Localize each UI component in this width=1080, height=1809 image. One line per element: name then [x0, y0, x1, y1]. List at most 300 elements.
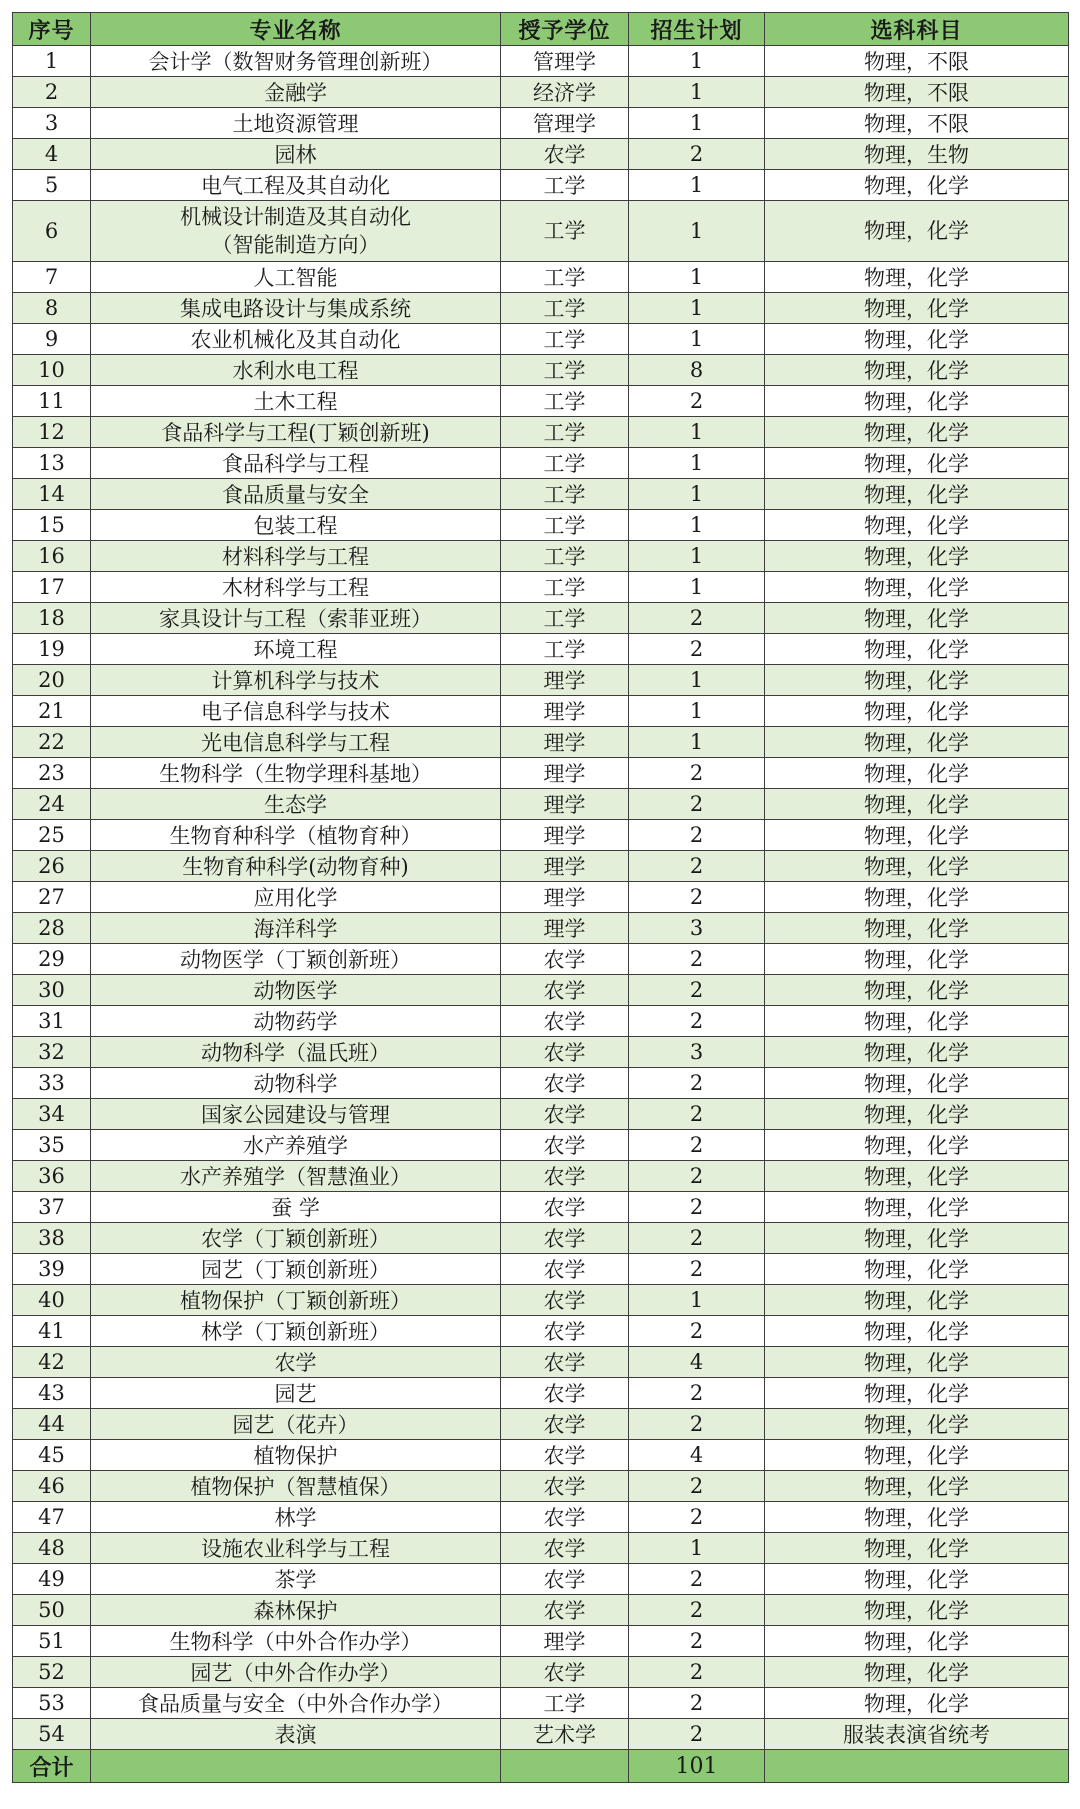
table-row [13, 789, 1069, 820]
table-row [13, 1161, 1069, 1192]
row-plan: 1 [629, 665, 765, 696]
row-major-name: 园艺（中外合作办学） [91, 1657, 501, 1688]
row-plan: 2 [629, 634, 765, 665]
table-row [13, 1285, 1069, 1316]
table-row [13, 820, 1069, 851]
total-value: 101 [629, 1750, 765, 1783]
row-seq: 3 [13, 108, 91, 139]
row-subjects: 物理，不限 [765, 77, 1069, 108]
row-major-name: 生物科学（中外合作办学） [91, 1626, 501, 1657]
row-plan: 2 [629, 1068, 765, 1099]
row-seq: 7 [13, 262, 91, 293]
row-subjects: 物理，化学 [765, 1006, 1069, 1037]
row-seq: 54 [13, 1719, 91, 1750]
row-seq: 1 [13, 46, 91, 77]
row-degree: 工学 [501, 603, 629, 634]
table-row [13, 355, 1069, 386]
row-plan: 2 [629, 1006, 765, 1037]
row-major-name: 木材科学与工程 [91, 572, 501, 603]
row-plan: 2 [629, 1161, 765, 1192]
row-degree: 经济学 [501, 77, 629, 108]
row-degree: 理学 [501, 789, 629, 820]
header-seq: 序号 [13, 13, 91, 46]
table-row [13, 603, 1069, 634]
row-degree: 农学 [501, 1533, 629, 1564]
table-row [13, 851, 1069, 882]
row-seq: 9 [13, 324, 91, 355]
table-row [13, 1657, 1069, 1688]
table-row [13, 944, 1069, 975]
row-plan: 2 [629, 1657, 765, 1688]
row-major-name: 林学 [91, 1502, 501, 1533]
row-degree: 农学 [501, 1471, 629, 1502]
row-degree: 工学 [501, 201, 629, 262]
row-seq: 44 [13, 1409, 91, 1440]
table-row [13, 1099, 1069, 1130]
row-seq: 19 [13, 634, 91, 665]
header-subjects: 选科科目 [765, 13, 1069, 46]
row-subjects: 物理，化学 [765, 572, 1069, 603]
table-row [13, 386, 1069, 417]
row-plan: 1 [629, 572, 765, 603]
table-row [13, 634, 1069, 665]
row-seq: 10 [13, 355, 91, 386]
row-subjects: 物理，化学 [765, 293, 1069, 324]
row-plan: 2 [629, 1192, 765, 1223]
row-degree: 农学 [501, 1409, 629, 1440]
row-subjects: 物理，化学 [765, 634, 1069, 665]
row-plan: 1 [629, 417, 765, 448]
row-major-name: 动物科学（温氏班） [91, 1037, 501, 1068]
row-seq: 36 [13, 1161, 91, 1192]
row-degree: 农学 [501, 1130, 629, 1161]
row-subjects: 物理，化学 [765, 1378, 1069, 1409]
row-subjects: 物理，化学 [765, 448, 1069, 479]
table-row [13, 1626, 1069, 1657]
row-subjects: 物理，化学 [765, 1161, 1069, 1192]
row-plan: 1 [629, 46, 765, 77]
row-major-name: 园艺 [91, 1378, 501, 1409]
row-seq: 42 [13, 1347, 91, 1378]
row-plan: 2 [629, 1502, 765, 1533]
row-plan: 2 [629, 1595, 765, 1626]
row-degree: 农学 [501, 1099, 629, 1130]
row-seq: 18 [13, 603, 91, 634]
row-plan: 2 [629, 1378, 765, 1409]
row-seq: 2 [13, 77, 91, 108]
row-major-name: 生物育种科学(动物育种) [91, 851, 501, 882]
row-seq: 33 [13, 1068, 91, 1099]
table-row [13, 1130, 1069, 1161]
row-degree: 农学 [501, 1378, 629, 1409]
row-major-name: 生物科学（生物学理科基地） [91, 758, 501, 789]
row-subjects: 物理，化学 [765, 944, 1069, 975]
row-degree: 农学 [501, 1223, 629, 1254]
table-row [13, 1688, 1069, 1719]
row-major-name: 园林 [91, 139, 501, 170]
row-seq: 23 [13, 758, 91, 789]
row-plan: 2 [629, 944, 765, 975]
row-major-name: 生物育种科学（植物育种） [91, 820, 501, 851]
table-row [13, 696, 1069, 727]
table-row [13, 139, 1069, 170]
row-degree: 理学 [501, 758, 629, 789]
row-degree: 工学 [501, 479, 629, 510]
row-degree: 农学 [501, 1316, 629, 1347]
row-major-name-line1: 机械设计制造及其自动化 [180, 205, 411, 229]
row-plan: 8 [629, 355, 765, 386]
row-seq: 31 [13, 1006, 91, 1037]
row-seq: 40 [13, 1285, 91, 1316]
row-degree: 工学 [501, 634, 629, 665]
row-major-name: 计算机科学与技术 [91, 665, 501, 696]
row-plan: 1 [629, 696, 765, 727]
row-plan: 1 [629, 541, 765, 572]
row-plan: 2 [629, 1688, 765, 1719]
table-row [13, 758, 1069, 789]
row-major-name: 海洋科学 [91, 913, 501, 944]
row-major-name: 环境工程 [91, 634, 501, 665]
row-major-name: 家具设计与工程（索菲亚班） [91, 603, 501, 634]
row-degree: 农学 [501, 975, 629, 1006]
table-row [13, 293, 1069, 324]
row-subjects: 物理，化学 [765, 386, 1069, 417]
table-row [13, 541, 1069, 572]
table-header [13, 13, 1069, 46]
header-major-name: 专业名称 [91, 13, 501, 46]
row-major-name: 农业机械化及其自动化 [91, 324, 501, 355]
row-plan: 2 [629, 851, 765, 882]
table-row [13, 324, 1069, 355]
row-plan: 1 [629, 727, 765, 758]
row-major-name: 材料科学与工程 [91, 541, 501, 572]
row-seq: 53 [13, 1688, 91, 1719]
row-major-name [91, 201, 501, 262]
row-degree: 工学 [501, 355, 629, 386]
total-empty-name [91, 1750, 501, 1783]
row-major-name: 植物保护（智慧植保） [91, 1471, 501, 1502]
row-subjects: 物理，化学 [765, 1316, 1069, 1347]
row-plan: 4 [629, 1440, 765, 1471]
row-seq: 8 [13, 293, 91, 324]
row-major-name: 包装工程 [91, 510, 501, 541]
row-subjects: 物理，化学 [765, 262, 1069, 293]
table-row [13, 1254, 1069, 1285]
header-plan: 招生计划 [629, 13, 765, 46]
row-subjects: 物理，化学 [765, 727, 1069, 758]
table-row [13, 1192, 1069, 1223]
row-major-name: 电气工程及其自动化 [91, 170, 501, 201]
row-major-name: 农学 [91, 1347, 501, 1378]
row-plan: 2 [629, 789, 765, 820]
row-major-name: 国家公园建设与管理 [91, 1099, 501, 1130]
row-degree: 理学 [501, 665, 629, 696]
row-seq: 21 [13, 696, 91, 727]
row-plan: 1 [629, 77, 765, 108]
row-degree: 工学 [501, 510, 629, 541]
row-plan: 2 [629, 1223, 765, 1254]
row-seq: 24 [13, 789, 91, 820]
table-row [13, 1440, 1069, 1471]
row-seq: 51 [13, 1626, 91, 1657]
row-major-name: 电子信息科学与技术 [91, 696, 501, 727]
row-plan: 1 [629, 108, 765, 139]
row-subjects: 物理，不限 [765, 46, 1069, 77]
row-plan: 3 [629, 1037, 765, 1068]
row-seq: 22 [13, 727, 91, 758]
row-seq: 34 [13, 1099, 91, 1130]
row-seq: 27 [13, 882, 91, 913]
row-major-name: 茶学 [91, 1564, 501, 1595]
row-seq: 4 [13, 139, 91, 170]
row-degree: 农学 [501, 1440, 629, 1471]
table-row [13, 417, 1069, 448]
table-row [13, 1378, 1069, 1409]
row-subjects: 物理，化学 [765, 541, 1069, 572]
row-seq: 32 [13, 1037, 91, 1068]
row-plan: 1 [629, 448, 765, 479]
table-row [13, 1564, 1069, 1595]
row-subjects: 服装表演省统考 [765, 1719, 1069, 1750]
row-seq: 35 [13, 1130, 91, 1161]
row-plan: 1 [629, 293, 765, 324]
row-subjects: 物理，化学 [765, 1223, 1069, 1254]
row-subjects: 物理，化学 [765, 1409, 1069, 1440]
row-subjects: 物理，化学 [765, 820, 1069, 851]
row-plan: 2 [629, 1409, 765, 1440]
row-plan: 2 [629, 386, 765, 417]
row-subjects: 物理，化学 [765, 1192, 1069, 1223]
table-row [13, 77, 1069, 108]
row-plan: 1 [629, 510, 765, 541]
row-seq: 41 [13, 1316, 91, 1347]
row-seq: 43 [13, 1378, 91, 1409]
table-row [13, 448, 1069, 479]
row-plan: 2 [629, 1626, 765, 1657]
row-plan: 1 [629, 262, 765, 293]
row-subjects: 物理，化学 [765, 1254, 1069, 1285]
row-degree: 工学 [501, 262, 629, 293]
row-subjects: 物理，化学 [765, 913, 1069, 944]
row-plan: 1 [629, 201, 765, 262]
row-degree: 农学 [501, 1564, 629, 1595]
table-row [13, 201, 1069, 262]
table-row [13, 913, 1069, 944]
table-row [13, 1595, 1069, 1626]
row-major-name: 人工智能 [91, 262, 501, 293]
row-subjects: 物理，化学 [765, 1471, 1069, 1502]
row-subjects: 物理，化学 [765, 1285, 1069, 1316]
row-subjects: 物理，化学 [765, 324, 1069, 355]
row-plan: 2 [629, 1471, 765, 1502]
row-seq: 39 [13, 1254, 91, 1285]
row-major-name: 会计学（数智财务管理创新班） [91, 46, 501, 77]
row-degree: 农学 [501, 1285, 629, 1316]
table-row [13, 1037, 1069, 1068]
row-degree: 艺术学 [501, 1719, 629, 1750]
row-seq: 48 [13, 1533, 91, 1564]
total-row [13, 1750, 1069, 1783]
row-plan: 2 [629, 975, 765, 1006]
table-row [13, 572, 1069, 603]
row-seq: 20 [13, 665, 91, 696]
row-subjects: 物理，化学 [765, 1440, 1069, 1471]
row-major-name: 食品质量与安全（中外合作办学） [91, 1688, 501, 1719]
table-row [13, 1471, 1069, 1502]
table-body [13, 46, 1069, 1750]
row-degree: 理学 [501, 913, 629, 944]
row-degree: 工学 [501, 572, 629, 603]
row-major-name: 园艺（丁颖创新班） [91, 1254, 501, 1285]
row-major-name: 植物保护 [91, 1440, 501, 1471]
enrollment-table [12, 12, 1069, 1783]
row-plan: 2 [629, 139, 765, 170]
row-subjects: 物理，不限 [765, 108, 1069, 139]
row-plan: 3 [629, 913, 765, 944]
row-subjects: 物理，化学 [765, 1130, 1069, 1161]
row-major-name: 森林保护 [91, 1595, 501, 1626]
row-subjects: 物理，化学 [765, 882, 1069, 913]
table-row [13, 46, 1069, 77]
row-major-name-line2: （智能制造方向） [211, 233, 380, 257]
table-row [13, 170, 1069, 201]
row-degree: 理学 [501, 1626, 629, 1657]
row-seq: 14 [13, 479, 91, 510]
row-seq: 12 [13, 417, 91, 448]
row-subjects: 物理，化学 [765, 510, 1069, 541]
header-row [13, 13, 1069, 46]
row-degree: 理学 [501, 882, 629, 913]
row-degree: 管理学 [501, 46, 629, 77]
row-subjects: 物理，化学 [765, 975, 1069, 1006]
row-subjects: 物理，生物 [765, 139, 1069, 170]
row-seq: 29 [13, 944, 91, 975]
table-row [13, 1502, 1069, 1533]
row-plan: 1 [629, 1285, 765, 1316]
row-degree: 农学 [501, 1595, 629, 1626]
row-seq: 11 [13, 386, 91, 417]
row-seq: 16 [13, 541, 91, 572]
row-seq: 37 [13, 1192, 91, 1223]
row-degree: 农学 [501, 1254, 629, 1285]
row-seq: 49 [13, 1564, 91, 1595]
row-major-name: 蚕 学 [91, 1192, 501, 1223]
row-plan: 2 [629, 758, 765, 789]
row-degree: 工学 [501, 324, 629, 355]
row-degree: 农学 [501, 944, 629, 975]
table-row [13, 262, 1069, 293]
row-degree: 农学 [501, 1192, 629, 1223]
row-subjects: 物理，化学 [765, 1533, 1069, 1564]
table-row [13, 1316, 1069, 1347]
header-degree: 授予学位 [501, 13, 629, 46]
row-major-name: 金融学 [91, 77, 501, 108]
row-plan: 2 [629, 820, 765, 851]
table-row [13, 727, 1069, 758]
total-label: 合计 [13, 1750, 91, 1783]
table-row [13, 479, 1069, 510]
row-plan: 2 [629, 882, 765, 913]
table-row [13, 882, 1069, 913]
table-row [13, 1347, 1069, 1378]
row-major-name: 设施农业科学与工程 [91, 1533, 501, 1564]
row-degree: 工学 [501, 170, 629, 201]
table-row [13, 108, 1069, 139]
row-subjects: 物理，化学 [765, 479, 1069, 510]
row-degree: 管理学 [501, 108, 629, 139]
row-subjects: 物理，化学 [765, 417, 1069, 448]
row-seq: 46 [13, 1471, 91, 1502]
row-plan: 4 [629, 1347, 765, 1378]
row-degree: 理学 [501, 820, 629, 851]
row-plan: 1 [629, 324, 765, 355]
row-plan: 2 [629, 1130, 765, 1161]
row-seq: 45 [13, 1440, 91, 1471]
row-degree: 工学 [501, 1688, 629, 1719]
row-degree: 农学 [501, 1037, 629, 1068]
row-major-name: 光电信息科学与工程 [91, 727, 501, 758]
row-plan: 2 [629, 603, 765, 634]
row-seq: 6 [13, 201, 91, 262]
enrollment-table-container [12, 12, 1068, 1797]
table-row [13, 1533, 1069, 1564]
row-major-name: 水利水电工程 [91, 355, 501, 386]
table-row [13, 975, 1069, 1006]
row-subjects: 物理，化学 [765, 1068, 1069, 1099]
row-subjects: 物理，化学 [765, 758, 1069, 789]
row-seq: 38 [13, 1223, 91, 1254]
row-subjects: 物理，化学 [765, 1502, 1069, 1533]
row-subjects: 物理，化学 [765, 1099, 1069, 1130]
row-seq: 25 [13, 820, 91, 851]
row-major-name: 植物保护（丁颖创新班） [91, 1285, 501, 1316]
row-subjects: 物理，化学 [765, 1037, 1069, 1068]
row-seq: 47 [13, 1502, 91, 1533]
row-subjects: 物理，化学 [765, 1564, 1069, 1595]
row-major-name: 食品科学与工程 [91, 448, 501, 479]
table-footer [13, 1750, 1069, 1783]
table-row [13, 510, 1069, 541]
row-subjects: 物理，化学 [765, 1626, 1069, 1657]
row-degree: 工学 [501, 293, 629, 324]
row-subjects: 物理，化学 [765, 1688, 1069, 1719]
row-major-name: 动物医学（丁颖创新班） [91, 944, 501, 975]
row-degree: 工学 [501, 448, 629, 479]
row-subjects: 物理，化学 [765, 170, 1069, 201]
row-major-name: 林学（丁颖创新班） [91, 1316, 501, 1347]
row-subjects: 物理，化学 [765, 665, 1069, 696]
row-degree: 工学 [501, 541, 629, 572]
row-major-name: 动物科学 [91, 1068, 501, 1099]
row-subjects: 物理，化学 [765, 789, 1069, 820]
total-empty-degree [501, 1750, 629, 1783]
table-row [13, 1006, 1069, 1037]
row-major-name: 土地资源管理 [91, 108, 501, 139]
row-major-name: 园艺（花卉） [91, 1409, 501, 1440]
row-seq: 5 [13, 170, 91, 201]
row-major-name: 农学（丁颖创新班） [91, 1223, 501, 1254]
row-major-name: 动物药学 [91, 1006, 501, 1037]
row-seq: 26 [13, 851, 91, 882]
row-degree: 工学 [501, 386, 629, 417]
row-subjects: 物理，化学 [765, 1347, 1069, 1378]
row-major-name: 动物医学 [91, 975, 501, 1006]
row-plan: 2 [629, 1719, 765, 1750]
row-degree: 农学 [501, 1006, 629, 1037]
row-plan: 1 [629, 1533, 765, 1564]
table-row [13, 1223, 1069, 1254]
table-row [13, 665, 1069, 696]
